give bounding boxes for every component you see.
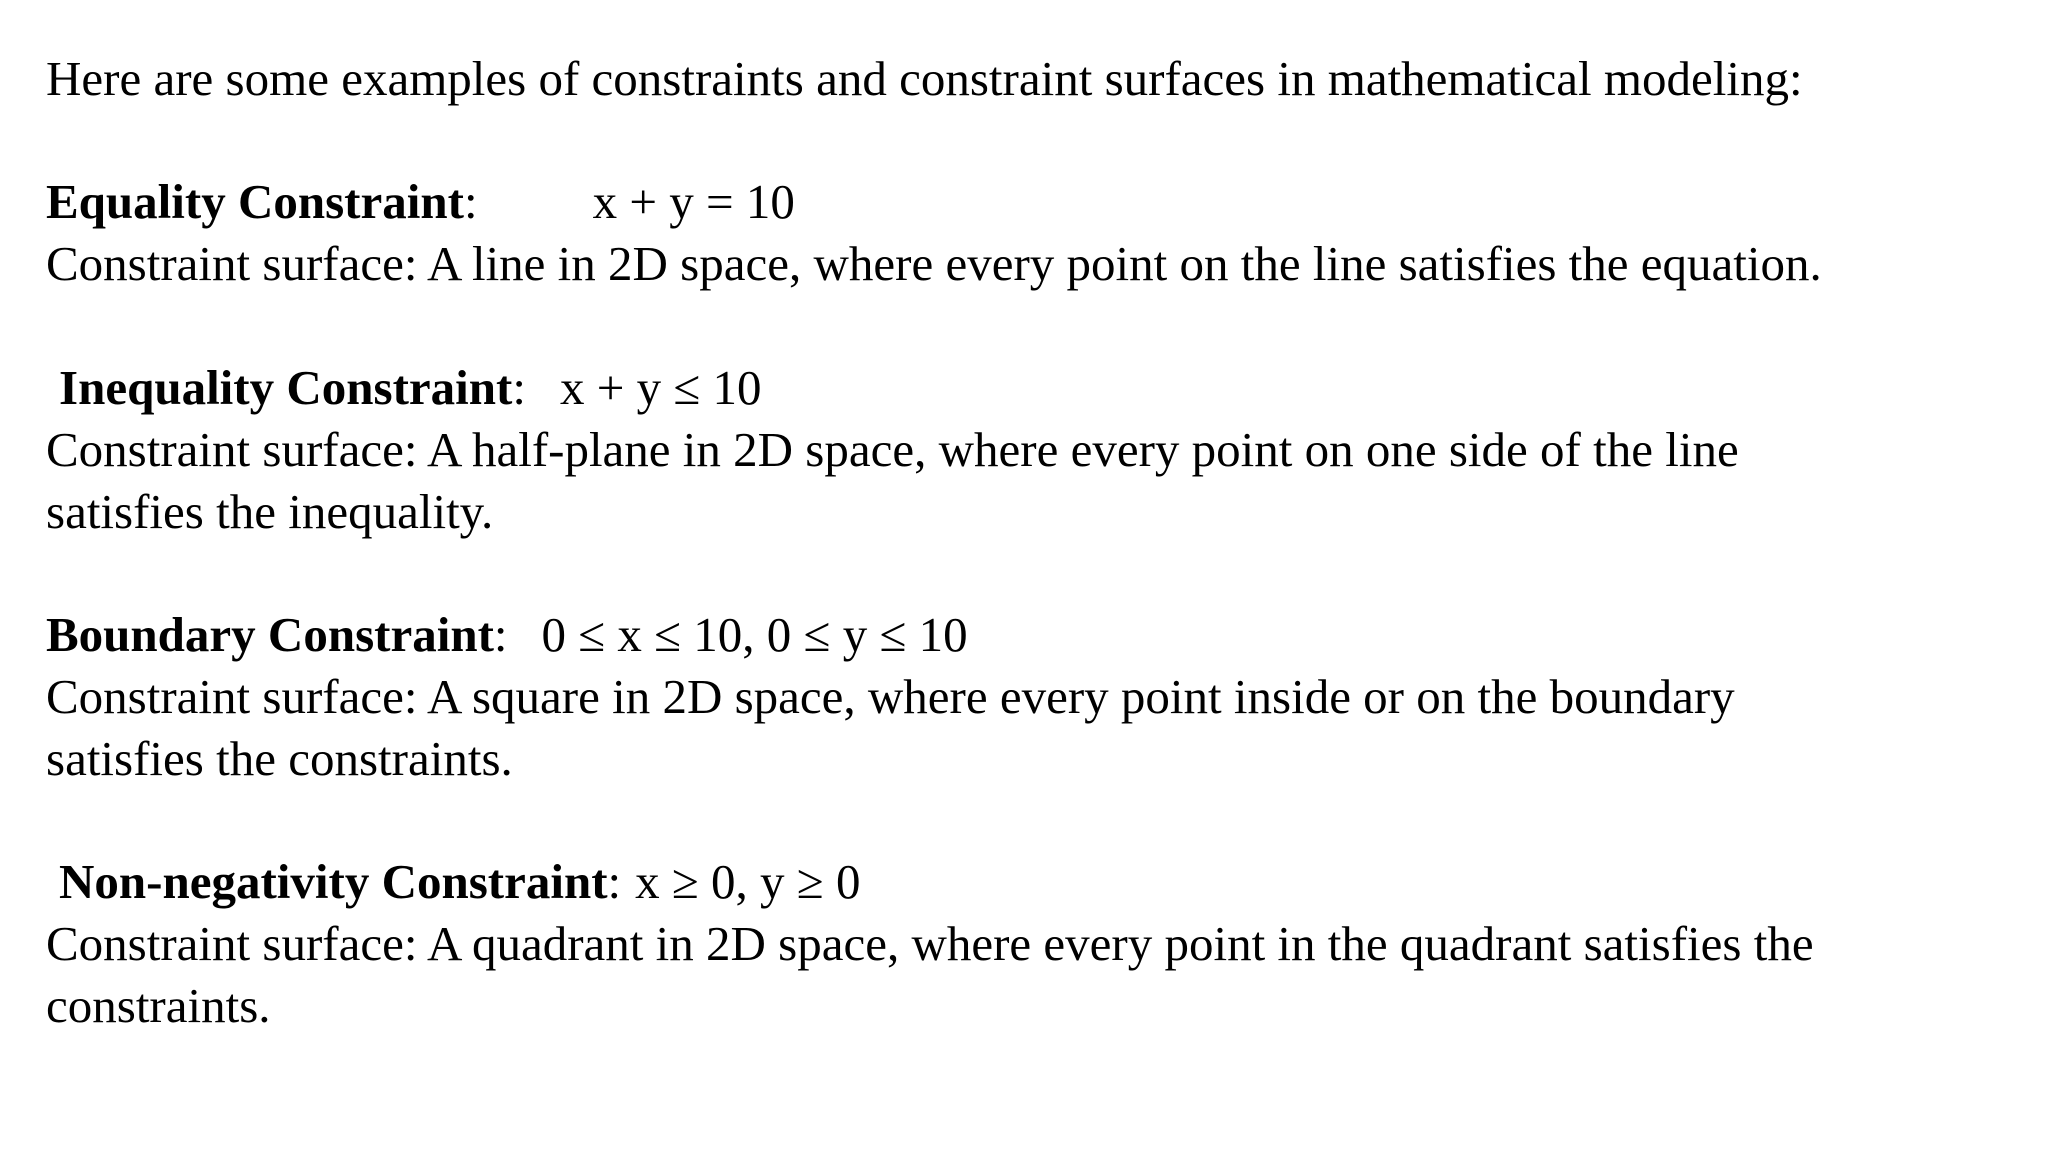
boundary-label: Boundary Constraint bbox=[46, 607, 494, 662]
equality-formula: x + y = 10 bbox=[592, 174, 795, 229]
boundary-heading bbox=[46, 604, 968, 666]
boundary-description-line-2: satisfies the constraints. bbox=[46, 731, 513, 786]
boundary-colon: : bbox=[493, 607, 508, 662]
equality-description: Constraint surface: A line in 2D space, where every point on the line satisfies the equation. bbox=[46, 236, 1822, 291]
non-negativity-heading bbox=[59, 851, 860, 913]
inequality-formula: x + y ≤ 10 bbox=[559, 360, 762, 415]
inequality-label: Inequality Constraint bbox=[59, 360, 513, 415]
boundary-description-line-1: Constraint surface: A square in 2D space, where every point inside or on the boundary bbox=[46, 669, 1735, 724]
non-negativity-label: Non-negativity Constraint bbox=[59, 854, 608, 909]
intro-text: Here are some examples of constraints and constraint surfaces in mathematical modeling: bbox=[46, 51, 1803, 106]
boundary-formula: 0 ≤ x ≤ 10, 0 ≤ y ≤ 10 bbox=[541, 607, 968, 662]
non-negativity-formula: x ≥ 0, y ≥ 0 bbox=[635, 854, 861, 909]
non-negativity-description-line-1: Constraint surface: A quadrant in 2D space, where every point in the quadrant satisfies the bbox=[46, 916, 1814, 971]
inequality-heading bbox=[59, 357, 761, 419]
non-negativity-colon: : bbox=[607, 854, 622, 909]
inequality-colon: : bbox=[512, 360, 526, 415]
non-negativity-description-line-2: constraints. bbox=[46, 978, 271, 1033]
equality-heading bbox=[46, 171, 795, 233]
equality-colon: : bbox=[463, 174, 478, 229]
equality-label: Equality Constraint bbox=[46, 174, 464, 229]
inequality-description-line-1: Constraint surface: A half-plane in 2D space, where every point on one side of the line bbox=[46, 422, 1739, 477]
inequality-description-line-2: satisfies the inequality. bbox=[46, 484, 494, 539]
